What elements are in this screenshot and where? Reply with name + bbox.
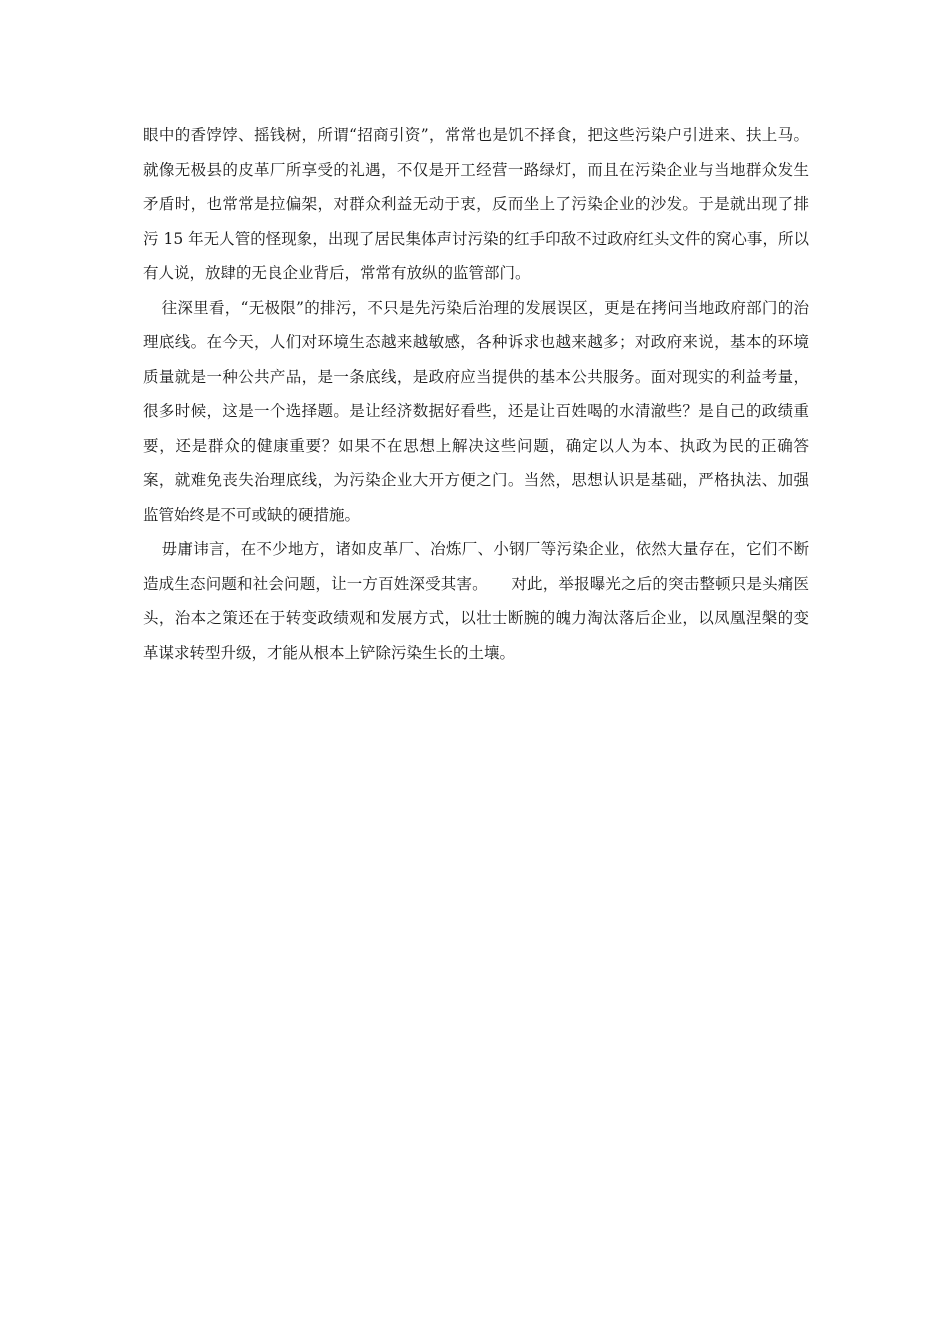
paragraph-1: 眼中的香饽饽、摇钱树，所谓“招商引资”，常常也是饥不择食，把这些污染户引进来、扶上马。就像无极县的皮革厂所享受的礼遇，不仅是开工经营一路绿灯，而且在污染企业与当地群众发生矛盾时，也常常是拉偏架，对群众利益无动于衷，反而坐上了污染企业的沙发。于是就出现了排污 15 年无人管的怪现象，出现了居民集体声讨污染的红手印敌不过政府红头文件的窝心事，所以有人说，放肆的无良企业背后，常常有放纵的监管部门。 [143, 126, 809, 282]
paragraph-2: 往深里看，“无极限”的排污，不只是先污染后治理的发展误区，更是在拷问当地政府部门的治理底线。在今天，人们对环境生态越来越敏感，各种诉求也越来越多；对政府来说，基本的环境质量就是一种公共产品，是一条底线，是政府应当提供的基本公共服务。面对现实的利益考量，很多时候，这是一个选择题。是让经济数据好看些，还是让百姓喝的水清澈些？是自己的政绩重要，还是群众的健康重要？如果不在思想上解决这些问题，确定以人为本、执政为民的正确答案，就难免丧失治理底线，为污染企业大开方便之门。当然，思想认识是基础，严格执法、加强监管始终是不可或缺的硬措施。 [143, 298, 809, 524]
article-body [143, 118, 809, 670]
paragraph-3: 毋庸讳言，在不少地方，诸如皮革厂、冶炼厂、小钢厂等污染企业，依然大量存在，它们不断造成生态问题和社会问题，让一方百姓深受其害。 对此，举报曝光之后的突击整顿只是头痛医头，治本之策还在于转变政绩观和发展方式，以壮士断腕的魄力淘汰落后企业，以凤凰涅槃的变革谋求转型升级，才能从根本上铲除污染生长的土壤。 [143, 540, 809, 662]
